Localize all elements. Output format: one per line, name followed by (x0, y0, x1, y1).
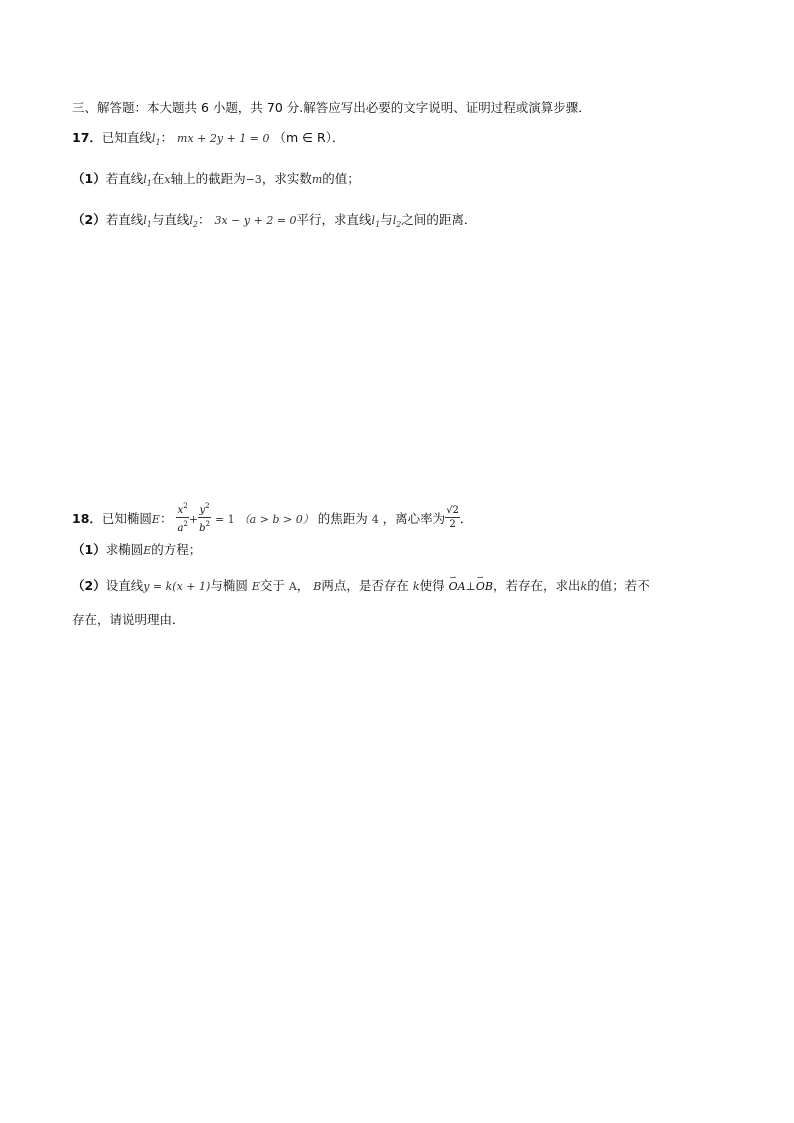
equation: mx + 2y + 1 = 0 (177, 132, 270, 145)
part-text: 求椭圆 (105, 542, 144, 557)
colon: ： (197, 212, 211, 227)
part-text: 两点，是否存在 (321, 578, 409, 593)
fraction-eccentricity: $\frac{√2}{2}$ (446, 505, 459, 530)
part-label: （1） (72, 542, 106, 557)
part-text: 的值；若不 (587, 578, 650, 593)
section-heading: 三、解答题：本大题共 6 小题，共 70 分.解答应写出必要的文字说明、证明过程或演算步骤． (72, 100, 591, 115)
fraction-x2-a2: $\frac{x^2}{a^2}$ (177, 502, 188, 534)
equation: y = k(x + 1) (143, 580, 211, 593)
condition: （a > b > 0） (238, 513, 314, 526)
perpendicular-symbol: ⊥ (465, 580, 476, 593)
part-text: 交于 (259, 578, 285, 593)
stem-text: 已知直线 (101, 130, 152, 145)
math-var: k (580, 580, 588, 593)
line-l1: $l_1$ (151, 132, 161, 147)
line-l1: $l_1$ (371, 214, 381, 229)
separator: ， (296, 578, 310, 593)
point-label: B (313, 580, 322, 593)
part-text: ，若存在，求出 (493, 578, 581, 593)
part-text: 平行，求直线 (296, 212, 372, 227)
colon: ： (160, 130, 174, 145)
question-18-part-1 (72, 541, 201, 560)
part-text: 的值； (322, 171, 360, 186)
part-text: 若直线 (105, 212, 144, 227)
part-text: 与直线 (151, 212, 190, 227)
vector-ob: ⇀ OB (476, 578, 493, 596)
question-number: 17． (72, 130, 102, 145)
part-label: （2） (72, 578, 106, 593)
part-text: 的方程； (151, 542, 202, 557)
part-text: 若直线 (105, 171, 144, 186)
question-17-stem (72, 129, 344, 152)
math-value: −3 (245, 173, 262, 186)
part-text: 之间的距离． (401, 212, 477, 227)
part-text: 设直线 (105, 578, 144, 593)
condition: （m ∈ R）． (273, 130, 345, 145)
equation-rhs: = 1 (214, 513, 235, 526)
question-17-part-2 (72, 211, 476, 234)
question-18-part-2 (72, 577, 650, 596)
math-var: E (251, 580, 260, 593)
math-var: E (151, 513, 160, 526)
math-value: 4 (371, 513, 379, 526)
math-var: m (311, 173, 323, 186)
line-l1: $l_1$ (143, 214, 152, 229)
part-label: （2） (72, 212, 106, 227)
part-text: 使得 (419, 578, 445, 593)
stem-text: ，离心率为 (382, 511, 446, 526)
plus-sign: + (188, 513, 199, 526)
fraction-y2-b2: $\frac{y^2}{b^2}$ (199, 502, 210, 534)
line-l1: $l_1$ (143, 173, 152, 188)
part-text: 轴上的截距为 (170, 171, 246, 186)
colon: ： (159, 511, 173, 526)
equation: 3x − y + 2 = 0 (214, 214, 297, 227)
math-var: E (143, 544, 152, 557)
stem-text: ． (459, 511, 473, 526)
math-var: k (412, 580, 420, 593)
question-18-stem (72, 502, 472, 537)
vector-oa: ⇀ OA (449, 578, 466, 596)
part-label: （1） (72, 171, 106, 186)
math-var: x (164, 173, 171, 186)
question-number: 18． (72, 511, 102, 526)
line-l2: $l_2$ (189, 214, 198, 229)
stem-text: 的焦距为 (317, 511, 368, 526)
line-l2: $l_2$ (392, 214, 402, 229)
question-17-part-1 (72, 170, 360, 193)
part-text: ，求实数 (261, 171, 312, 186)
part-text: 与 (380, 212, 393, 227)
question-18-part-2-continued: 存在，请说明理由． (72, 612, 185, 627)
stem-text: 已知椭圆 (101, 511, 152, 526)
part-text: 在 (151, 171, 165, 186)
point-label: A (288, 580, 297, 593)
part-text: 与椭圆 (210, 578, 248, 593)
